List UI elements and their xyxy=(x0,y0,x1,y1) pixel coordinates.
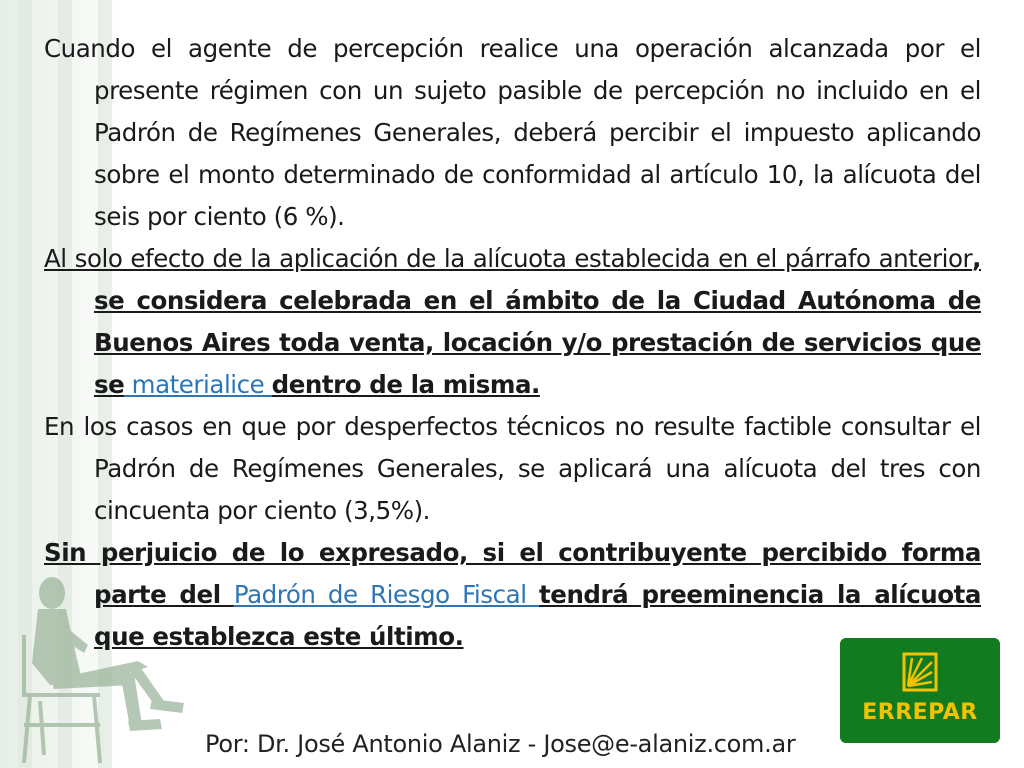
paragraph-4-intro: Sin perjuicio de lo expresado, si el contribuyente percibido forma parte del xyxy=(44,538,981,609)
paragraph-2-bold: , se considera celebrada en el ámbito de la Ciudad Autónoma de Buenos Aires toda venta, locación y/o prestación de servicios que se xyxy=(94,244,981,399)
paragraph-4 xyxy=(44,532,981,658)
sun-icon xyxy=(902,652,938,692)
footer-author: Por: Dr. José Antonio Alaniz - Jose@e-alaniz.com.ar xyxy=(205,730,796,758)
padron-riesgo-fiscal-link[interactable]: Padrón de Riesgo Fiscal xyxy=(233,580,540,609)
paragraph-3: En los casos en que por desperfectos técnicos no resulte factible consultar el Padrón de Regímenes Generales, se aplicará una alícuota del tres con cincuenta por ciento (3,5%). xyxy=(44,412,981,525)
paragraph-2 xyxy=(44,238,981,406)
errepar-logo xyxy=(840,638,1000,743)
paragraph-1: Cuando el agente de percepción realice una operación alcanzada por el presente régimen con un sujeto pasible de percepción no incluido en el Padrón de Regímenes Generales, deberá percibir el impuesto aplicando sobre el monto determinado de conformidad al artículo 10, la alícuota del seis por ciento (6 %). xyxy=(44,34,981,231)
paragraph-2-intro: Al solo efecto de la aplicación de la alícuota establecida en el párrafo anterior xyxy=(44,244,973,273)
materialice-link[interactable]: materialice xyxy=(124,370,272,399)
paragraph-2-end: dentro de la misma. xyxy=(271,370,540,399)
main-text-body xyxy=(44,28,981,658)
paragraph-4-end: tendrá preeminencia la alícuota que establezca este último. xyxy=(94,580,981,651)
errepar-logo-text: ERREPAR xyxy=(862,700,978,725)
